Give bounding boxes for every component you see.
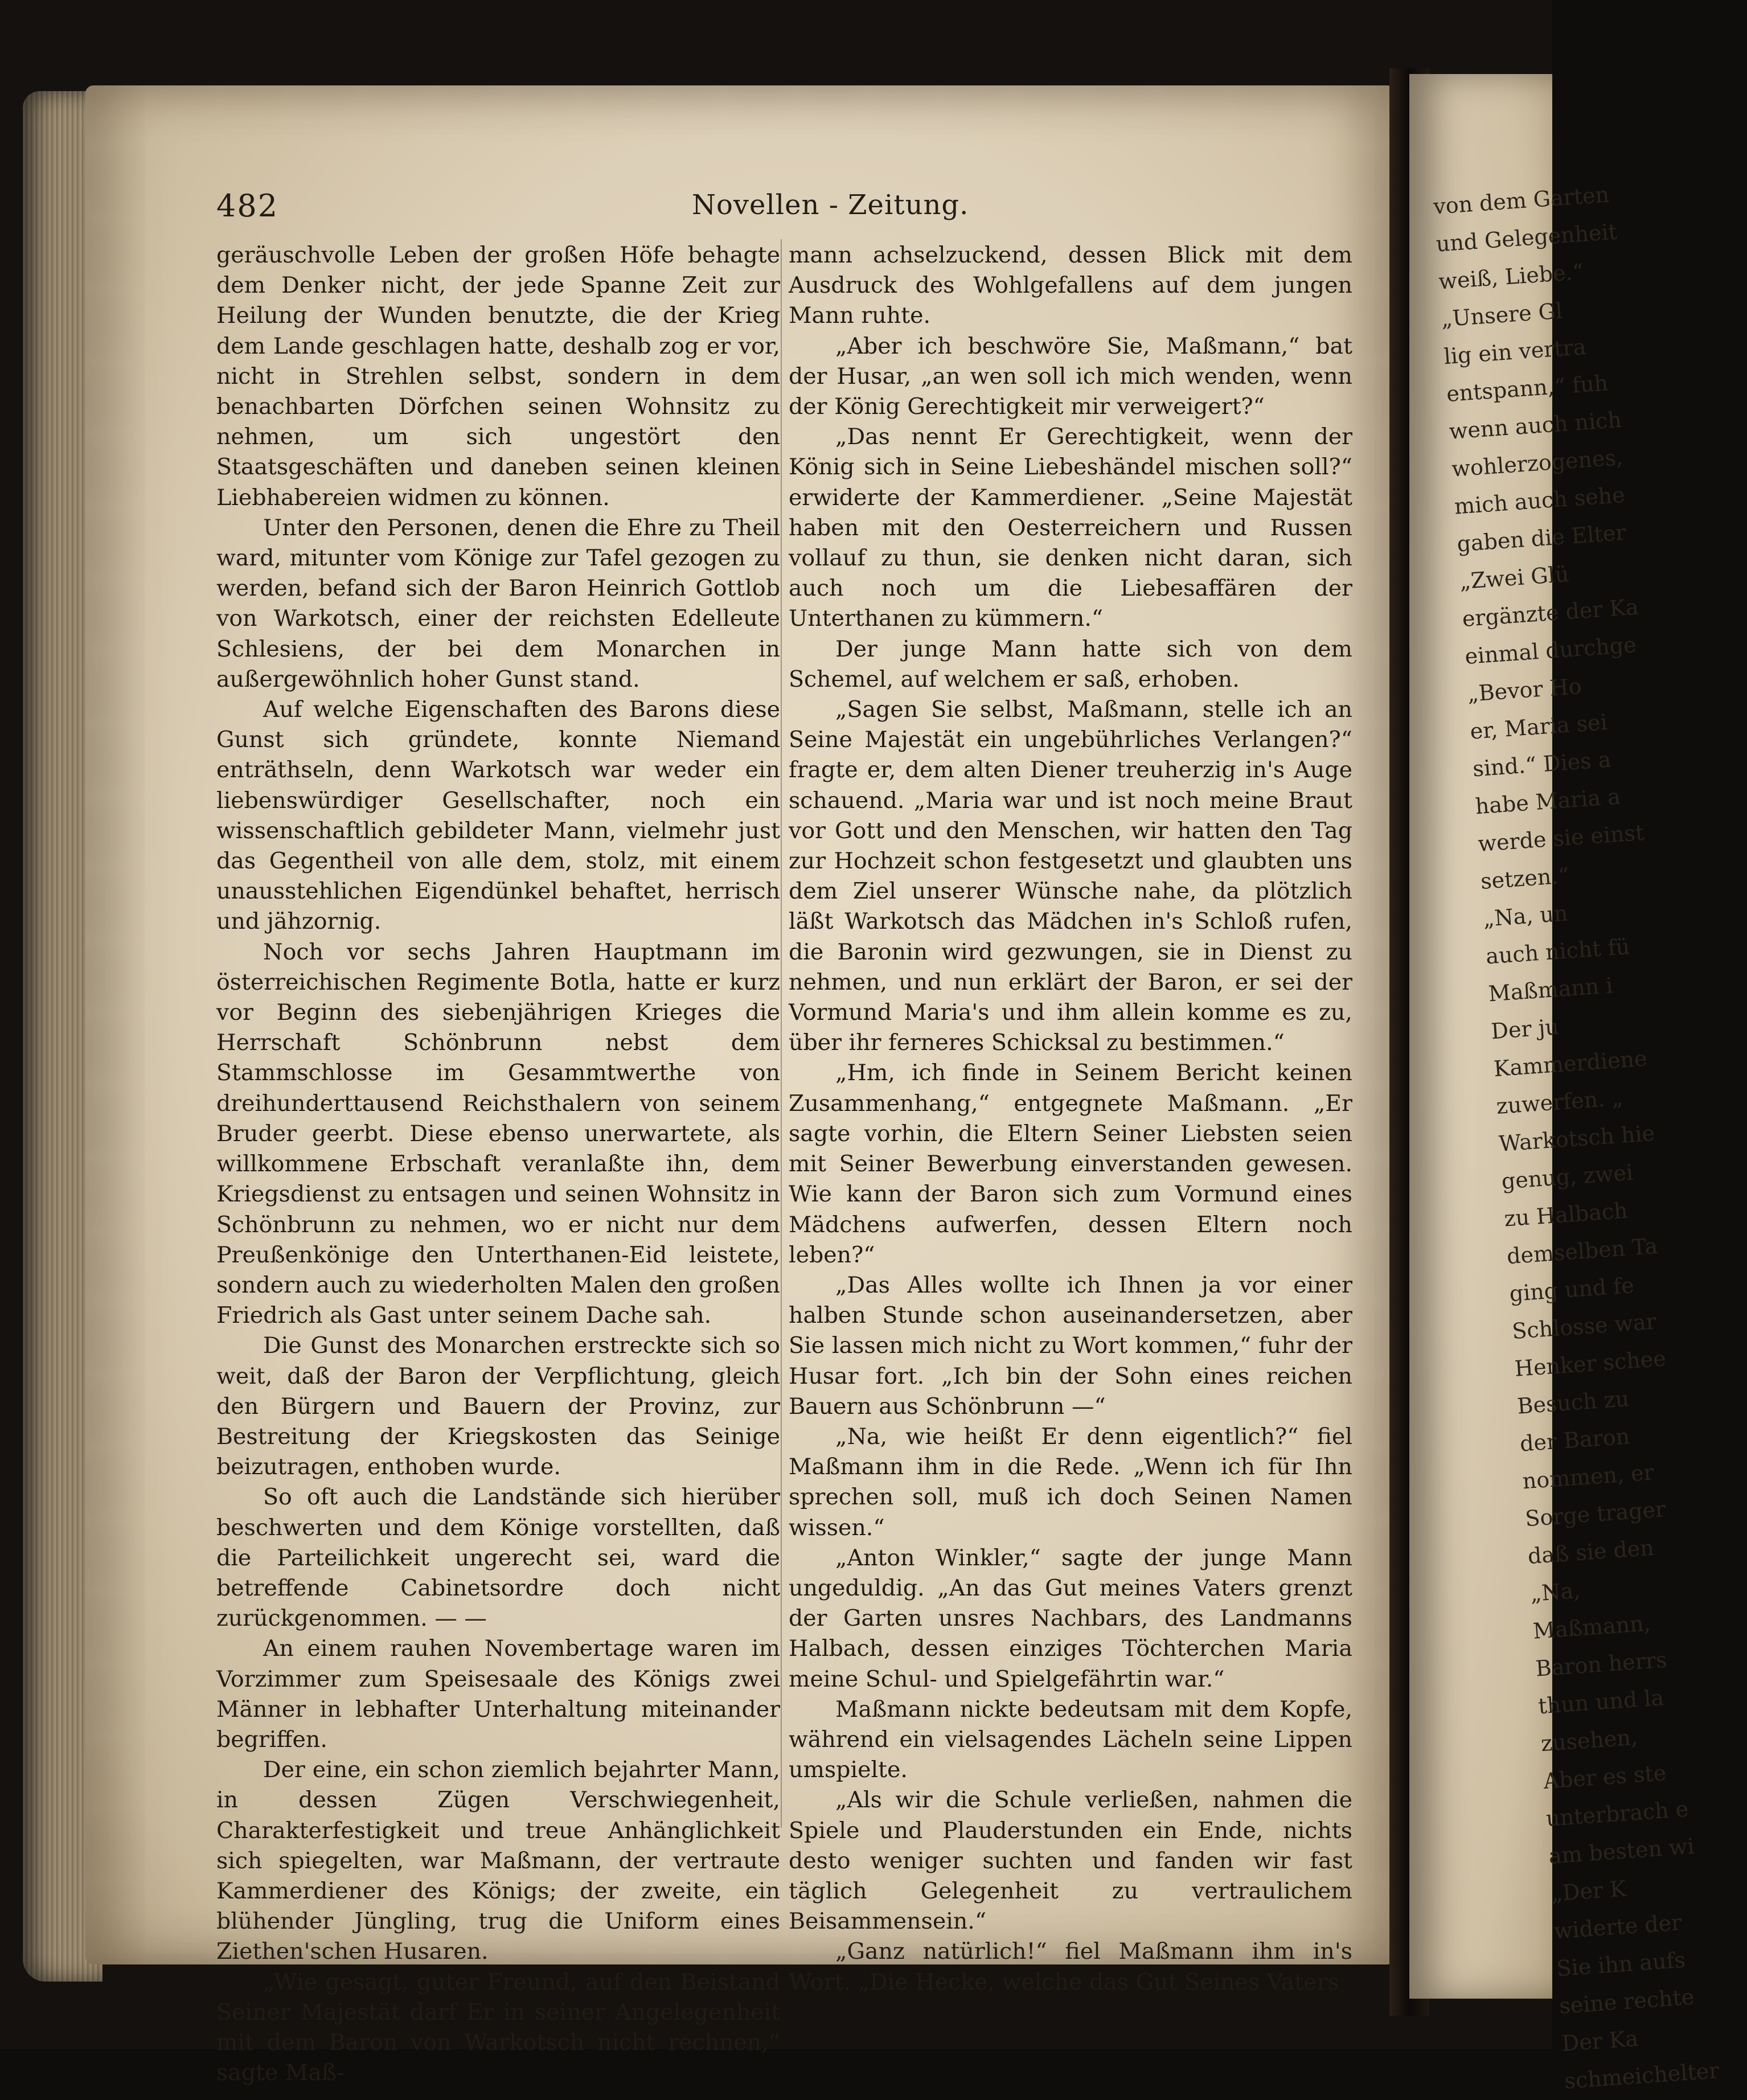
paragraph: „Anton Winkler,“ sagte der junge Mann ungeduldig. „An das Gut meines Vaters grenzt der Garten unsres Nachbars, des Landmanns Halbach, dessen einziges Töchterchen Maria meine Schul- und Spielgefährtin war.“ — [789, 1544, 1352, 1692]
next-page-line: Baron herrs — [1535, 1647, 1668, 1681]
next-page-line: Der ju — [1490, 1014, 1560, 1044]
next-page-line: nommen, er — [1522, 1459, 1655, 1494]
next-page-line: auch nicht fü — [1484, 934, 1631, 969]
next-page-line: werde sie einst — [1477, 819, 1645, 857]
next-page-line: daß sie den — [1527, 1535, 1655, 1569]
next-page-line: ging und fe — [1508, 1273, 1635, 1307]
next-page-line: und Gelegenheit — [1435, 219, 1618, 257]
next-page-line: einmal durchge — [1464, 632, 1637, 669]
paragraph: geräuschvolle Leben der großen Höfe behagte dem Denker nicht, der jede Spanne Zeit zur Heilung der Wunden benutzte, die der Krieg dem Lande geschlagen hatte, deshalb zog er vor, nicht in Strehlen selbst, sondern in dem benachbarten Dörfchen seinen Wohnsitz zu nehmen, um sich ungestört den Staatsgeschäften und daneben seinen kleinen Liebhabereien widmen zu können. — [216, 242, 780, 511]
next-page-line: Maßmann, — [1532, 1610, 1651, 1644]
paragraph: Auf welche Eigenschaften des Barons diese Gunst sich gründete, konnte Niemand enträthseln, denn Warkotsch war weder ein liebenswürdiger Gesellschafter, noch ein wissenschaftlich gebildeter Mann, vielmehr just das Gegentheil von alle dem, stolz, mit einem unausstehlichen Eigendünkel behaftet, herrisch und jähzornig. — [216, 696, 780, 935]
next-page-line: entspann,“ fuh — [1445, 370, 1609, 407]
text-column-left — [216, 240, 780, 2088]
next-page-line: habe Maria a — [1474, 784, 1622, 819]
next-page-line: am besten wi — [1548, 1834, 1695, 1869]
next-page-line: Besuch zu — [1516, 1386, 1630, 1419]
paragraph: „Hm, ich finde in Seinem Bericht keinen Zusammenhang,“ entgegnete Maßmann. „Er sagte vorhin, die Eltern Seiner Liebsten seien mit Seiner Bewerbung einverstanden gewesen. Wie kann der Baron sich zum Vormund eines Mädchens aufwerfen, dessen Eltern noch leben?“ — [789, 1060, 1352, 1268]
paragraph: Unter den Personen, denen die Ehre zu Theil ward, mitunter vom Könige zur Tafel gezogen zu werden, befand sich der Baron Heinrich Gottlob von Warkotsch, einer der reichsten Edelleute Schlesiens, der bei dem Monarchen in außergewöhnlich hoher Gunst stand. — [216, 514, 780, 692]
next-page-line: lig ein vertra — [1443, 334, 1587, 370]
column-divider — [781, 239, 782, 1828]
next-page-line: Aber es ste — [1543, 1760, 1667, 1794]
next-page-line: mich auch sehe — [1453, 482, 1626, 519]
paragraph: „Ganz natürlich!“ fiel Maßmann ihm in's Wort. „Die Hecke, welche das Gut Seines Vaters — [789, 1938, 1352, 1995]
next-page-line: ergänzte der Ka — [1461, 594, 1639, 632]
next-page-line: schmeichelter — [1563, 2057, 1720, 2094]
next-page-line: gaben die Elter — [1456, 519, 1627, 557]
paragraph: Die Gunst des Monarchen erstreckte sich so weit, daß der Baron der Verpflichtung, gleich den Bürgern und Bauern der Provinz, zur Bestreitung der Kriegskosten das Seinige beizutragen, enthoben wurde. — [216, 1332, 780, 1480]
paragraph: So oft auch die Landstände sich hierüber beschwerten und dem Könige vorstellten, daß die Parteilichkeit ungerecht sei, ward die betreffende Cabinetsordre doch nicht zurückgenommen. — — — [216, 1484, 780, 1632]
paragraph: „Sagen Sie selbst, Maßmann, stelle ich an Seine Majestät ein ungebührliches Verlangen?“ fragte er, dem alten Diener treuherzig in's Auge schauend. „Maria war und ist noch meine Braut vor Gott und den Menschen, wir hatten den Tag zur Hochzeit schon festgesetzt und glaubten uns dem Ziel unserer Wünsche nahe, da plötzlich läßt Warkotsch das Mädchen in's Schloß rufen, die Baronin wird gezwungen, sie in Dienst zu nehmen, und nun erklärt der Baron, er sei der Vormund Maria's und ihm allein komme es zu, über ihr ferneres Schicksal zu bestimmen.“ — [789, 696, 1352, 1056]
paragraph: Noch vor sechs Jahren Hauptmann im österreichischen Regimente Botla, hatte er kurz vor Beginn des siebenjährigen Krieges die Herrschaft Schönbrunn nebst dem Stammschlosse im Gesammtwerthe von dreihunderttausend Reichsthalern von seinem Bruder geerbt. Diese ebenso unerwartete, als willkommene Erbschaft veranlaßte ihn, dem Kriegsdienst zu entsagen und seinen Wohnsitz in Schönbrunn zu nehmen, wo er nicht nur dem Preußenkönige den Unterthanen-Eid leistete, sondern auch zu wiederholten Malen den großen Friedrich als Gast unter seinem Dache sah. — [216, 938, 780, 1329]
paragraph: Der junge Mann hatte sich von dem Schemel, auf welchem er saß, erhoben. — [789, 635, 1352, 692]
paragraph: „Aber ich beschwöre Sie, Maßmann,“ bat der Husar, „an wen soll ich mich wenden, wenn der König Gerechtigkeit mir verweigert?“ — [789, 333, 1352, 420]
page-header — [216, 188, 1350, 228]
paragraph: „Das nennt Er Gerechtigkeit, wenn der König sich in Seine Liebeshändel mischen soll?“ erwiderte der Kammerdiener. „Seine Majestät haben mit den Oesterreichern und Russen vollauf zu thun, sie denken nicht daran, sich auch noch um die Liebesaffären der Unterthanen zu kümmern.“ — [789, 424, 1352, 632]
page-number: 482 — [216, 188, 279, 224]
paragraph: An einem rauhen Novembertage waren im Vorzimmer zum Speisesaale des Königs zwei Männer in lebhafter Unterhaltung miteinander begriffen. — [216, 1635, 780, 1753]
next-page-line: „Der K — [1550, 1876, 1627, 1906]
next-page-line: widerte der — [1553, 1909, 1683, 1944]
paragraph: „Na, wie heißt Er denn eigentlich?“ fiel Maßmann ihm in die Rede. „Wenn ich für Ihn sprechen soll, muß ich doch Seinen Namen wissen.“ — [789, 1423, 1352, 1541]
next-page-line: demselben Ta — [1506, 1233, 1659, 1269]
next-page-line: zu Halbach — [1503, 1197, 1629, 1232]
next-page-line: „Unsere Gl — [1440, 298, 1564, 332]
next-page-edge — [1409, 74, 1720, 2094]
next-page-text — [1432, 178, 1720, 2100]
next-page-line: Warkotsch hie — [1498, 1120, 1656, 1156]
next-page-line: weiß, Liebe.“ — [1437, 259, 1585, 294]
paragraph: „Wie gesagt, guter Freund, auf den Beistand Seiner Majestät darf Er in seiner Angelegenheit mit dem Baron von Warkotsch nicht rechnen,“ sagte Maß- — [216, 1968, 780, 2086]
next-page-line: von dem Garten — [1432, 182, 1610, 219]
paragraph: Maßmann nickte bedeutsam mit dem Kopfe, während ein vielsagendes Lächeln seine Lippen umspielte. — [789, 1696, 1352, 1783]
next-page-line: sind.“ Dies a — [1471, 747, 1612, 782]
next-page-line: er, Maria sei — [1469, 709, 1609, 744]
next-page-line: unterbrach e — [1545, 1796, 1689, 1831]
paragraph: „Als wir die Schule verließen, nahmen die Spiele und Plauderstunden ein Ende, nichts desto weniger suchten und fanden wir fast täglich Gelegenheit zu vertraulichem Beisammensein.“ — [789, 1787, 1352, 1935]
next-page-line: wohlerzogenes, — [1450, 444, 1624, 482]
running-title: Novellen - Zeitung. — [692, 189, 969, 221]
next-page-line: der Baron — [1519, 1424, 1631, 1457]
next-page-line: zusehen, — [1540, 1724, 1639, 1757]
next-page-line: wenn auch nich — [1448, 407, 1623, 444]
next-page-line: „Na, un — [1482, 900, 1569, 932]
next-page-line: genug, zwei — [1500, 1159, 1634, 1194]
paragraph: mann achselzuckend, dessen Blick mit dem Ausdruck des Wohlgefallens auf dem jungen Mann ruhte. — [789, 242, 1352, 329]
next-page-line: Sie ihn aufs — [1556, 1947, 1687, 1982]
next-page-line: thun und la — [1537, 1685, 1665, 1719]
paragraph: Der eine, ein schon ziemlich bejahrter Mann, in dessen Zügen Verschwiegenheit, Charakterfestigkeit und treue Anhänglichkeit sich spiegelten, war Maßmann, der vertraute Kammerdiener des Königs; der zweite, ein blühender Jüngling, trug die Uniform eines Ziethen'schen Husaren. — [216, 1757, 780, 1965]
next-page-line: Schlosse war — [1511, 1309, 1658, 1344]
next-page-line: „Bevor Ho — [1466, 673, 1582, 707]
next-page-line: setzen.“ — [1479, 863, 1570, 894]
next-page-line: Kammerdiene — [1492, 1045, 1648, 1082]
paragraph: „Das Alles wollte ich Ihnen ja vor einer halben Stunde schon auseinandersetzen, aber Sie lassen mich nicht zu Wort kommen,“ fuhr der Husar fort. „Ich bin der Sohn eines reichen Bauern aus Schönbrunn —“ — [789, 1272, 1352, 1420]
next-page-line: Maßmann i — [1487, 973, 1614, 1007]
text-column-right — [789, 240, 1352, 1998]
next-page-line: „Zwei Glü — [1458, 561, 1570, 594]
next-page-line: seine rechte — [1558, 1984, 1695, 2019]
next-page-line: „Na, — [1529, 1577, 1581, 1606]
next-page-line: Sorge trager — [1524, 1496, 1667, 1532]
next-page-line: Der Ka — [1561, 2025, 1639, 2056]
next-page-line: zuwerfen. „ — [1495, 1085, 1624, 1119]
next-page-line: Henker schee — [1514, 1346, 1667, 1381]
